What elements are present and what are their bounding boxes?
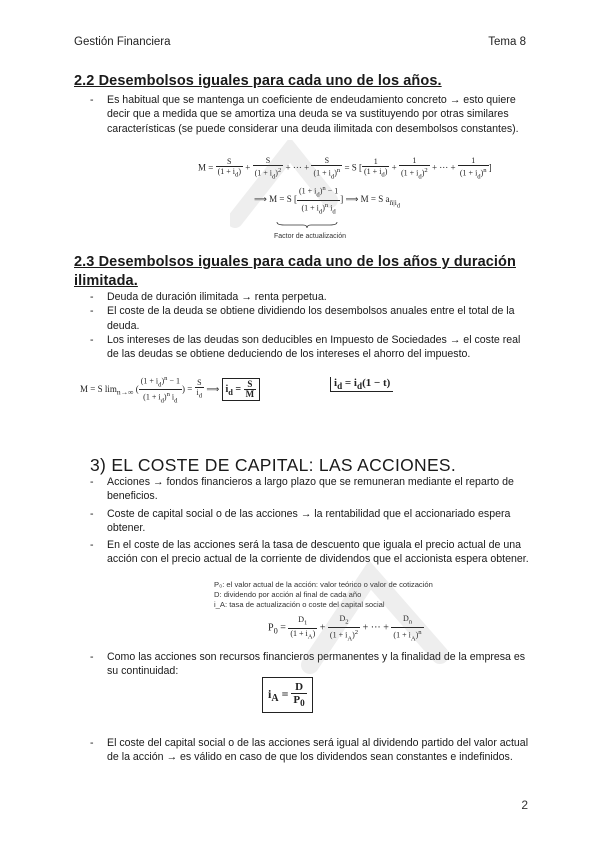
section-2-3-heading: 2.3 Desembolsos iguales para cada uno de los años y duración ilimitada. <box>74 254 516 289</box>
formula-caption: Factor de actualización <box>274 232 346 240</box>
continuity-bullet <box>90 650 530 679</box>
after-tax-cost-formula: $i_d = i_d(1 - t)$ <box>330 377 393 392</box>
list-item: - Es habitual que se mantenga un coeficiente de endeudamiento concreto → esto quiere decir que a medida que se amortiza una deuda se va sustituyendo por otras similares características (se puede considerar una deuda ilimitada con desembolsos constantes). <box>90 93 530 136</box>
perpetuity-formula: M = S $\lim_{n\to\infty}$ ( $\frac{(1 + i_d)^n - 1}{(1 + i_d)^n i_d}$ ) = $\frac{S}{i_d}$ ⟹ $i_d$ = $\frac{S}{M}$ <box>80 374 260 406</box>
section-2-3-bullets <box>90 290 530 361</box>
final-bullet <box>90 736 530 765</box>
underbrace-icon <box>276 221 338 229</box>
page-number: 2 <box>521 798 528 812</box>
list-item: - Deuda de duración ilimitada → renta perpetua. <box>90 290 530 304</box>
cost-of-equity-formula: $i_A$ = $\frac{D}{P_0}$ <box>262 677 313 713</box>
list-item: - Coste de capital social o de las acciones → la rentabilidad que el accionariado espera obtener. <box>90 507 530 536</box>
list-item: - En el coste de las acciones será la tasa de descuento que iguala el precio actual de una acción con el precio actual de la corriente de dividendos que el accionista espera obtener. <box>90 538 530 567</box>
section-3-bullets <box>90 475 530 567</box>
share-price-formula: $P_0$ = $\frac{D_1}{(1 + i_A)}$ + $\frac{D_2}{(1 + i_A)^2}$ + ··· + $\frac{D_n}{(1 + i_A)^n}$ <box>268 614 422 642</box>
section-2-2-heading: 2.2 Desembolsos iguales para cada uno de los años. <box>74 73 442 89</box>
legend-item: P₀: el valor actual de la acción: valor teórico o valor de cotización <box>214 580 433 589</box>
legend-item: i_A: tasa de actualización o coste del capital social <box>214 600 385 609</box>
list-item: - El coste de la deuda se obtiene dividiendo los desembolsos anuales entre el total de la deuda. <box>90 304 530 333</box>
list-item: - Los intereses de las deudas son deducibles en Impuesto de Sociedades → el coste real de las deudas se obtiene deduciendo de los intereses el ahorro del impuesto. <box>90 333 530 362</box>
legend-item: D: dividendo por acción al final de cada año <box>214 590 362 599</box>
header-topic: Tema 8 <box>488 36 526 48</box>
debt-annuity-formula: M = $\frac{S}{(1 + i_d)}$ + $\frac{S}{(1 + i_d)^2}$ + ··· + $\frac{S}{(1 + i_d)^n}$ = S [ $\frac{1}{(1 + i_d)}$ + $\frac{1}{(1 + i_d)^2}$ + ··· + $\frac{1}{(1 + i_d)^n}$ ] ⟹ M = S [ $\frac{(1 + i_d)^n - 1}{(1 + i_d)^n i_d}$ ] ⟹ M = S $a_{n̄|i_d}$ Factor de actualización <box>198 156 498 240</box>
section-3-heading: 3) EL COSTE DE CAPITAL: LAS ACCIONES. <box>90 455 457 475</box>
list-item: - El coste del capital social o de las acciones será igual al dividendo partido del valor actual de la acción → es válido en caso de que los dividendos sean constantes e indefinidos. <box>90 736 530 765</box>
header-course-title: Gestión Financiera <box>74 36 171 48</box>
variable-legend <box>214 580 433 610</box>
section-2-2-bullets <box>90 93 530 136</box>
list-item: - Acciones → fondos financieros a largo plazo que se remuneran mediante el reparto de beneficios. <box>90 475 530 504</box>
list-item: - Como las acciones son recursos financieros permanentes y la finalidad de la empresa es su continuidad: <box>90 650 530 679</box>
